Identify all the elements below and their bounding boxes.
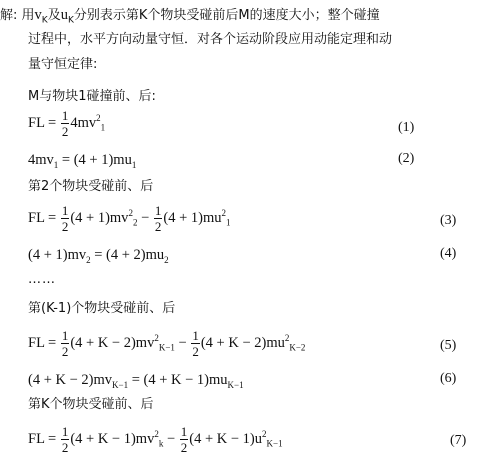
section-heading-4: 第K个物块受碰前、后 bbox=[28, 397, 154, 412]
equation-4: $(4 + 1)mv_2 = (4 + 2)mu_2$ bbox=[28, 247, 169, 265]
fraction-half: $\frac{1}{2}$ bbox=[61, 328, 69, 359]
equation-number-7: (7) bbox=[450, 433, 467, 448]
fraction-half: $\frac{1}{2}$ bbox=[192, 328, 199, 359]
equation-number-2: (2) bbox=[398, 151, 415, 166]
equation-6: $(4 + K - 2)mv_{K-1} = (4 + K - 1)mu_{K-1}$ bbox=[28, 372, 244, 390]
equation-number-4: (4) bbox=[440, 246, 457, 261]
equation-number-5: (5) bbox=[440, 338, 457, 353]
equation-number-1: (1) bbox=[398, 120, 415, 135]
intro-line-2: 过程中，水平方向动量守恒．对各个运动阶段应用动能定理和动 bbox=[28, 32, 393, 47]
fraction-half: $\frac{1}{2}$ bbox=[154, 203, 162, 234]
equation-7: FL = $\frac{1}{2}$ $(4 + K - 1)mv^2_k$ − $\frac{1}{2}$ $(4 + K - 1)u^2_{K-1}$ bbox=[28, 424, 283, 455]
equation-5: FL = $\frac{1}{2}$ $(4 + K - 2)mv^2_{K-1}$ − $\frac{1}{2}$ $(4 + K - 2)mu^2_{K-2}$ bbox=[28, 328, 306, 359]
intro-line-1: 解: 用$v_K$及$u_K$分别表示第K个物块受碰前后M的速度大小；整个碰撞 bbox=[0, 7, 380, 26]
ellipsis: …… bbox=[28, 272, 56, 287]
equation-number-6: (6) bbox=[440, 371, 457, 386]
equation-2: $4mv_1 = (4 + 1)mu_1$ bbox=[28, 152, 137, 170]
section-heading-1: M与物块1碰撞前、后: bbox=[28, 89, 156, 104]
fraction-half: $\frac{1}{2}$ bbox=[180, 424, 188, 455]
section-heading-3: 第(K-1)个物块受碰前、后 bbox=[28, 301, 176, 316]
intro-line-3: 量守恒定律: bbox=[28, 57, 98, 72]
equation-number-3: (3) bbox=[440, 213, 457, 228]
equation-3: FL = $\frac{1}{2}$ $(4 + 1)mv^2_2$ − $\frac{1}{2}$ $(4 + 1)mu^2_1$ bbox=[28, 203, 231, 234]
fraction-half: $\frac{1}{2}$ bbox=[61, 203, 69, 234]
equation-1: FL = $\frac{1}{2}$ $4mv^2_1$ bbox=[28, 108, 106, 139]
solution-label: 解: bbox=[0, 8, 18, 23]
fraction-half: $\frac{1}{2}$ bbox=[61, 424, 69, 455]
fraction-half: $\frac{1}{2}$ bbox=[61, 108, 69, 139]
section-heading-2: 第2个物块受碰前、后 bbox=[28, 179, 154, 194]
